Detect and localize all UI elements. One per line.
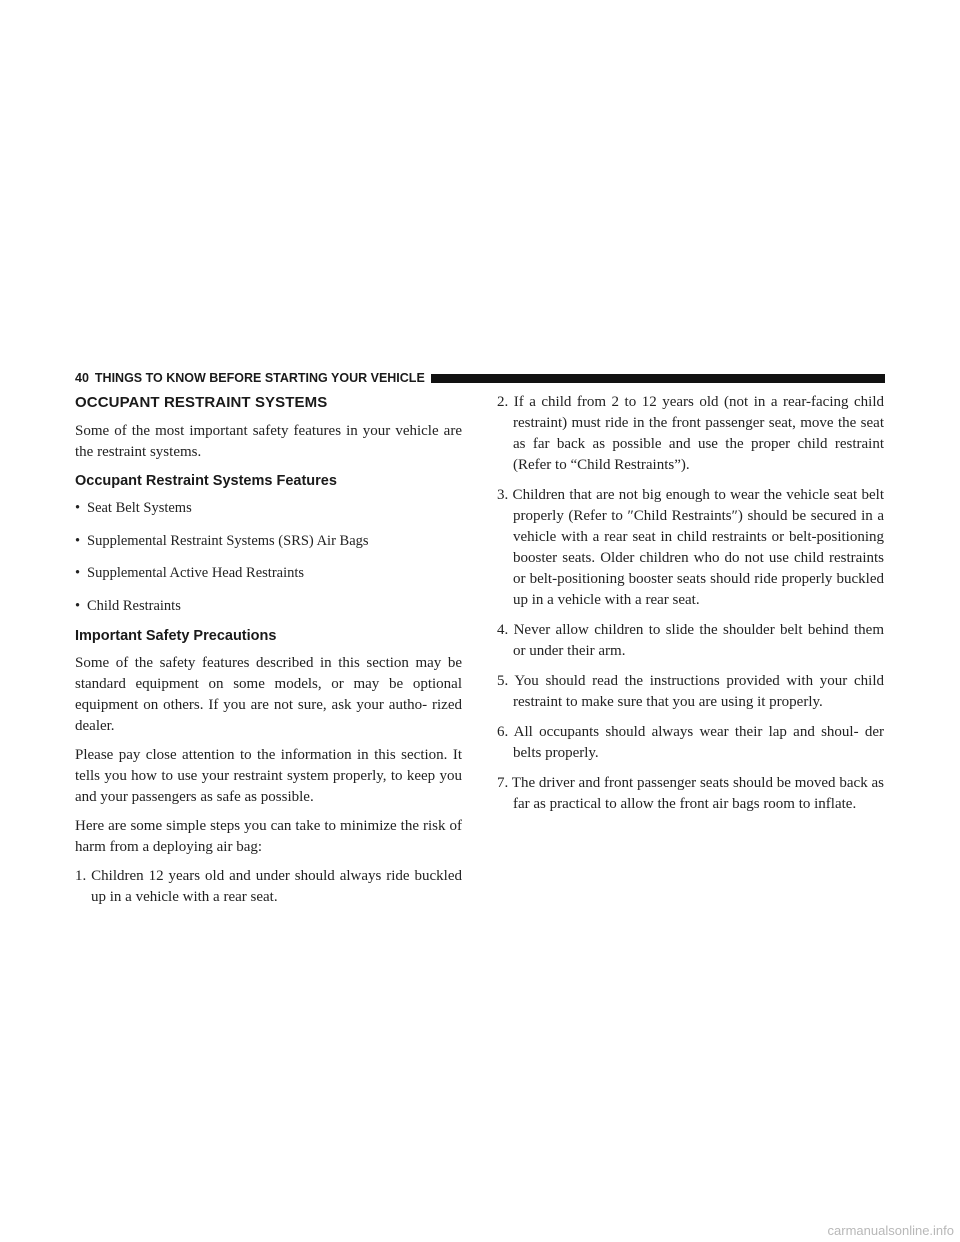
step-item: 2. If a child from 2 to 12 years old (not in a rear-facing child restraint) must ride in the front passenger seat, move the seat as far back as possible and use the proper child restraint (Refer to “Child Restraints”). <box>497 394 884 473</box>
steps-list-left <box>75 866 462 908</box>
paragraph: Some of the safety features described in this section may be standard equipment on some models, or may be optional equipment on others. If you are not sure, ask your autho- rized dealer. <box>75 655 462 734</box>
steps-list-right <box>497 392 884 815</box>
list-item-text: Supplemental Restraint Systems (SRS) Air Bags <box>87 532 369 549</box>
intro-paragraph: Some of the most important safety features in your vehicle are the restraint systems. <box>75 423 462 460</box>
step-item: 7. The driver and front passenger seats should be moved back as far as practical to allow the front air bags room to inflate. <box>497 775 884 812</box>
page-number: 40 <box>75 371 89 385</box>
paragraph: Please pay close attention to the information in this section. It tells you how to use your restraint system properly, to keep you and your passengers as safe as possible. <box>75 747 462 805</box>
list-item <box>75 531 462 551</box>
left-column <box>75 392 462 916</box>
list-item <box>75 596 462 616</box>
bullet-icon: • <box>75 532 81 549</box>
features-heading: Occupant Restraint Systems Features <box>75 473 337 489</box>
paragraph: Here are some simple steps you can take to minimize the risk of harm from a deploying air bag: <box>75 818 462 855</box>
step-item: 6. All occupants should always wear their lap and shoul- der belts properly. <box>497 724 884 761</box>
right-column <box>497 392 884 824</box>
section-title: OCCUPANT RESTRAINT SYSTEMS <box>75 394 328 411</box>
precautions-heading: Important Safety Precautions <box>75 628 277 644</box>
page-header <box>75 370 885 386</box>
list-item <box>75 563 462 583</box>
bullet-icon: • <box>75 565 81 581</box>
list-item <box>75 498 462 518</box>
list-item-text: Child Restraints <box>87 597 181 614</box>
chapter-title: THINGS TO KNOW BEFORE STARTING YOUR VEHICLE <box>94 371 425 385</box>
step-item: 5. You should read the instructions provided with your child restraint to make sure that you are using it properly. <box>497 673 884 710</box>
step-item: 3. Children that are not big enough to wear the vehicle seat belt properly (Refer to ″Child Restraints″) should be secured in a vehicle with a rear seat in child restraints or belt-positioning booster seats. Older children who do not use child restraints or belt-positioning booster seats should ride properly buckled up in a vehicle with a rear seat. <box>497 487 884 608</box>
features-list <box>75 498 462 616</box>
step-item: 4. Never allow children to slide the shoulder belt behind them or under their arm. <box>497 622 884 659</box>
list-item-text: Seat Belt Systems <box>87 500 192 516</box>
bullet-icon: • <box>75 500 81 516</box>
watermark-link[interactable]: carmanualsonline.info <box>827 1223 954 1238</box>
step-item: 1. Children 12 years old and under should always ride buckled up in a vehicle with a rear seat. <box>75 868 462 905</box>
header-rule <box>431 374 885 383</box>
bullet-icon: • <box>75 597 81 614</box>
list-item-text: Supplemental Active Head Restraints <box>87 565 305 581</box>
